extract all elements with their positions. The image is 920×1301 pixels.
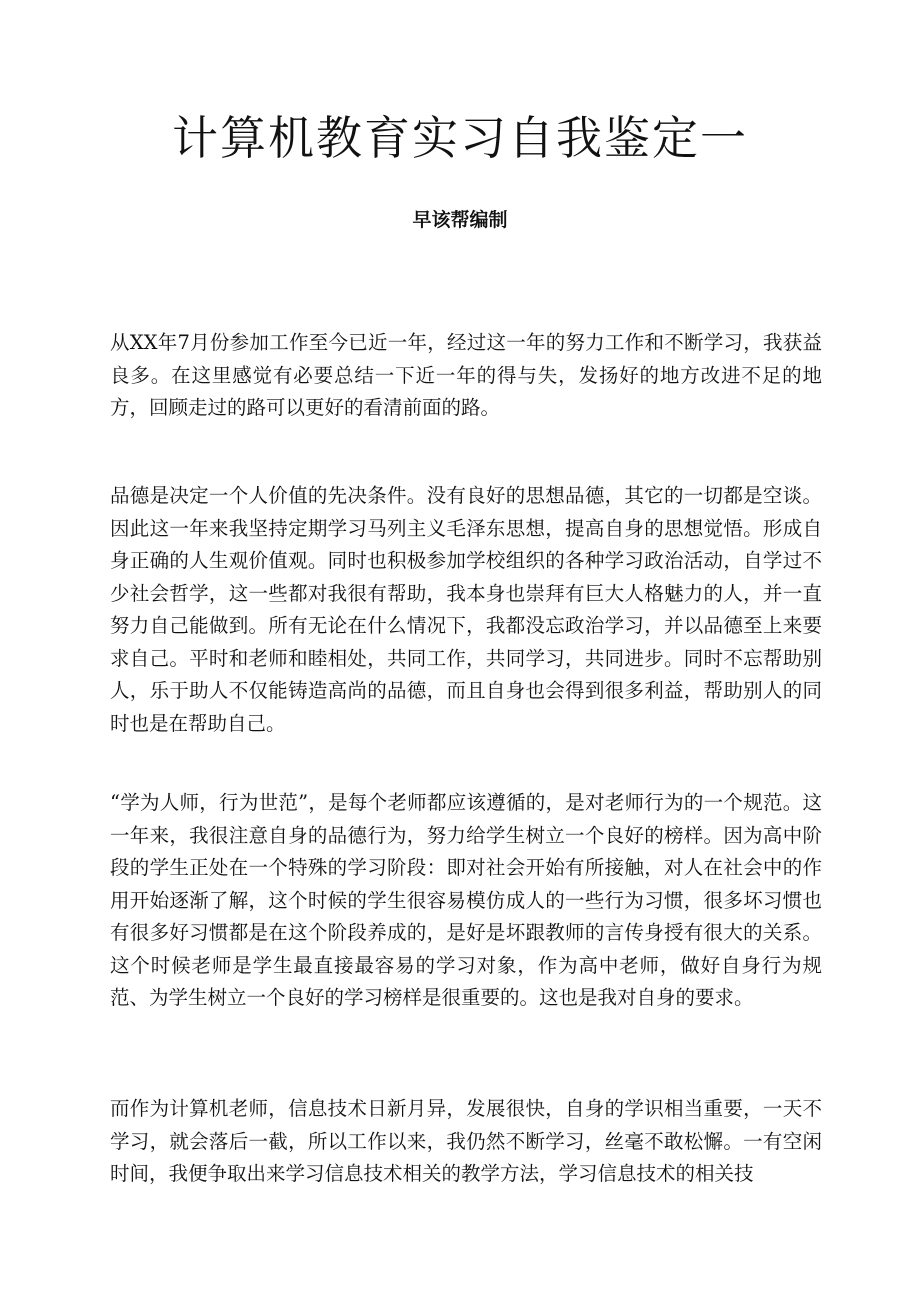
body-paragraph-4: 而作为计算机老师，信息技术日新月异，发展很快，自身的学识相当重要，一天不学习，就会落后一截，所以工作以来，我仍然不断学习，丝毫不敢松懈。一有空闲时间，我便争取出来学习信息技术相关的教学方法，学习信息技术的相关技 xyxy=(110,1097,822,1185)
document-author: 早该帮编制 xyxy=(412,209,508,231)
body-paragraph-3: “学为人师，行为世范”，是每个老师都应该遵循的，是对老师行为的一个规范。这一年来，我很注意自身的品德行为，努力给学生树立一个良好的榜样。因为高中阶段的学生正处在一个特殊的学习阶段：即对社会开始有所接触，对人在社会中的作用开始逐渐了解，这个时候的学生很容易模仿成人的一些行为习惯，很多坏习惯也有很多好习惯都是在这个阶段养成的，是好是坏跟教师的言传身授有很大的关系。这个时候老师是学生最直接最容易的学习对象，作为高中老师，做好自身行为规范、为学生树立一个良好的学习榜样是很重要的。这也是我对自身的要求。 xyxy=(110,791,822,1009)
body-paragraph-1: 从XX年7月份参加工作至今已近一年，经过这一年的努力工作和不断学习，我获益良多。在这里感觉有必要总结一下近一年的得与失，发扬好的地方改进不足的地方，回顾走过的路可以更好的看清前面的路。 xyxy=(110,331,822,419)
document-title: 计算机教育实习自我鉴定一 xyxy=(172,111,748,165)
body-paragraph-2: 品德是决定一个人价值的先决条件。没有良好的思想品德，其它的一切都是空谈。因此这一年来我坚持定期学习马列主义毛泽东思想，提高自身的思想觉悟。形成自身正确的人生观价值观。同时也积极参加学校组织的各种学习政治活动，自学过不少社会哲学，这一些都对我很有帮助，我本身也崇拜有巨大人格魅力的人，并一直努力自己能做到。所有无论在什么情况下，我都没忘政治学习，并以品德至上来要求自己。平时和老师和睦相处，共同工作，共同学习，共同进步。同时不忘帮助别人，乐于助人不仅能铸造高尚的品德，而且自身也会得到很多利益，帮助别人的同时也是在帮助自己。 xyxy=(110,484,822,735)
